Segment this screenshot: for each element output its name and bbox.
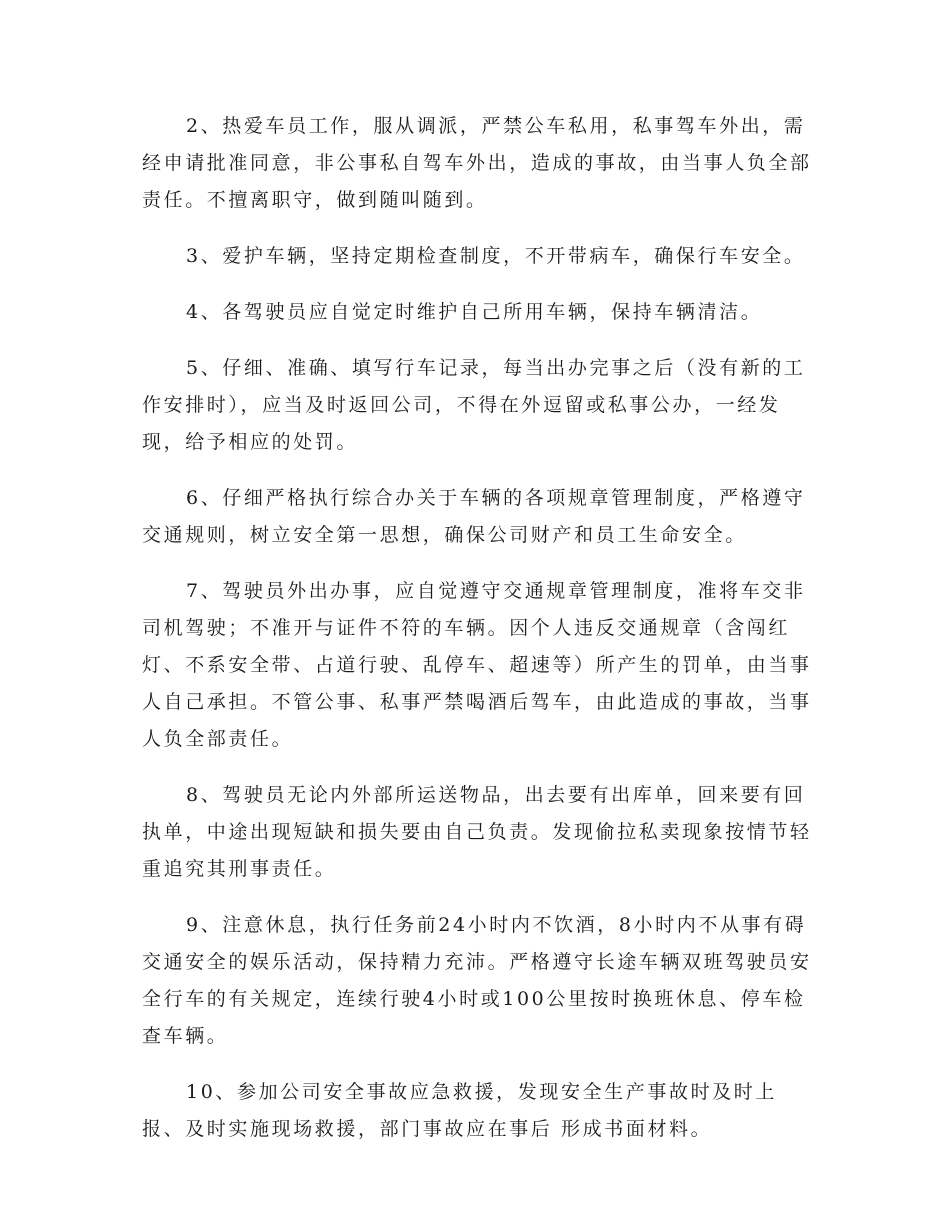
rule-paragraph-5: 5、仔细、准确、填写行车记录，每当出办完事之后（没有新的工作安排时），应当及时返回公司，不得在外逗留或私事公办，一经发现，给予相应的处罚。 — [142, 357, 806, 453]
rule-paragraph-8: 8、驾驶员无论内外部所运送物品，出去要有出库单，回来要有回执单，中途出现短缺和损失要由自己负责。发现偷拉私卖现象按情节轻重追究其刑事责任。 — [142, 784, 812, 880]
rule-paragraph-6: 6、仔细严格执行综合办关于车辆的各项规章管理制度，严格遵守交通规则，树立安全第一思想，确保公司财产和员工生命安全。 — [142, 487, 806, 546]
rule-paragraph-3: 3、爱护车辆，坚持定期检查制度，不开带病车，确保行车安全。 — [186, 245, 806, 267]
rule-paragraph-4: 4、各驾驶员应自觉定时维护自己所用车辆，保持车辆清洁。 — [186, 301, 763, 323]
rule-paragraph-9: 9、注意休息，执行任务前24小时内不饮酒，8小时内不从事有碍交通安全的娱乐活动，保持精力充沛。严格遵守长途车辆双班驾驶员安全行车的有关规定，连续行驶4小时或100公里按时换班休息、停车检查车辆。 — [142, 914, 812, 1047]
rule-paragraph-10: 10、参加公司安全事故应急救援，发现安全生产事故时及时上报、及时实施现场救援，部门事故应在事后 形成书面材料。 — [142, 1081, 777, 1140]
rule-paragraph-2: 2、热爱车员工作，服从调派，严禁公车私用，私事驾车外出，需经申请批准同意，非公事私自驾车外出，造成的事故，由当事人负全部责任。不擅离职守，做到随叫随到。 — [142, 115, 812, 211]
rule-paragraph-7: 7、驾驶员外出办事，应自觉遵守交通规章管理制度，准将车交非司机驾驶；不准开与证件不符的车辆。因个人违反交通规章（含闯红灯、不系安全带、占道行驶、乱停车、超速等）所产生的罚单，由当事人自己承担。不管公事、私事严禁喝酒后驾车，由此造成的事故，当事人负全部责任。 — [142, 580, 812, 750]
